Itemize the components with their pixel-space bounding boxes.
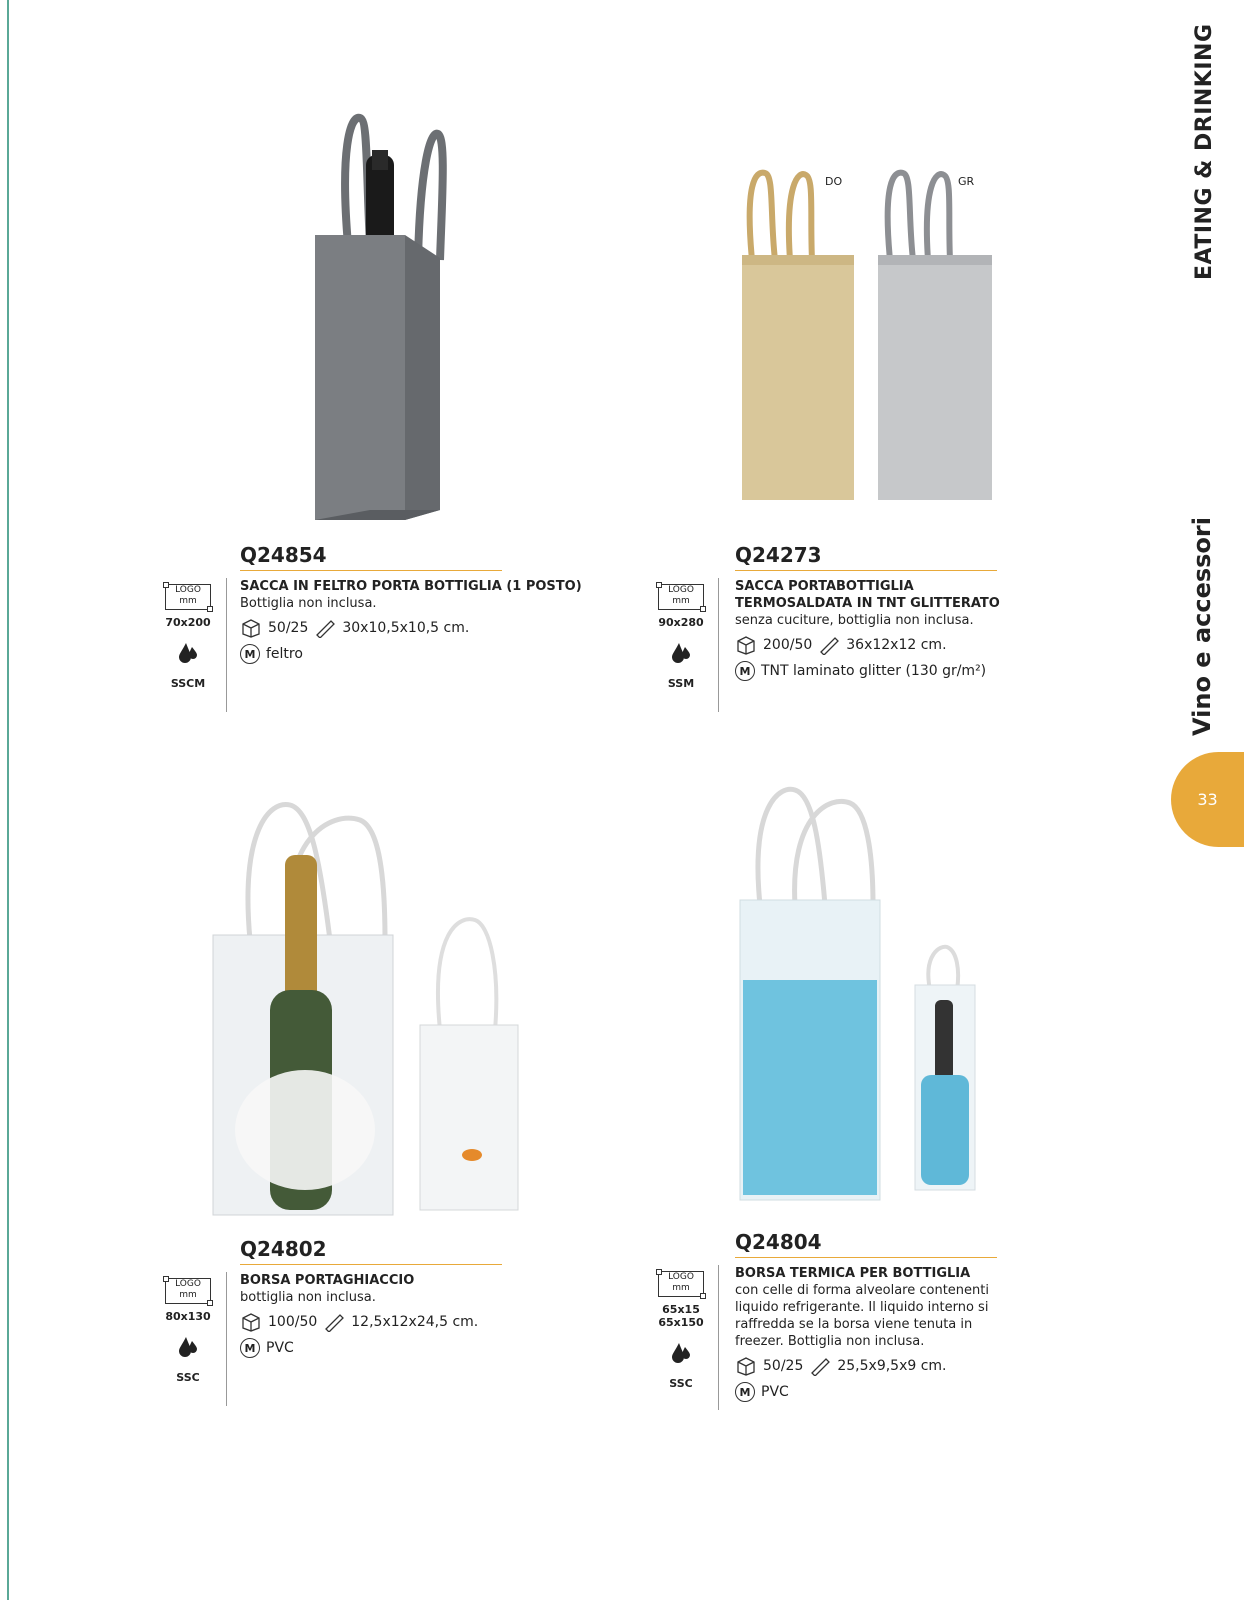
page-number-tab [1171, 752, 1244, 847]
ruler-icon [323, 1312, 345, 1332]
box-icon [240, 1312, 262, 1332]
product-code: Q24273 [735, 543, 822, 567]
product-name: SACCA PORTABOTTIGLIA TERMOSALDATA IN TNT GLITTERATO [735, 579, 1000, 611]
dimensions: 36x12x12 cm. [846, 636, 947, 653]
box-icon [735, 635, 757, 655]
material-row [240, 1338, 610, 1358]
box-icon [735, 1356, 757, 1376]
print-technique: SSC [669, 1377, 693, 1390]
logo-area-icon: LOGO mm [165, 1278, 211, 1304]
pack-row [735, 1356, 1005, 1376]
pack-row [240, 618, 610, 638]
drop-icon [671, 1341, 691, 1363]
pack-qty: 50/25 [763, 1357, 804, 1374]
logo-info [148, 584, 228, 690]
logo-size: 80x130 [165, 1310, 211, 1323]
product-code: Q24854 [240, 543, 327, 567]
glitter-bottle-bags-image [740, 165, 1000, 505]
page-border [7, 0, 9, 1600]
logo-size: 90x280 [658, 616, 704, 629]
ruler-icon [314, 618, 336, 638]
pack-qty: 50/25 [268, 619, 309, 636]
product-name: BORSA PORTAGHIACCIO [240, 1273, 415, 1288]
material: PVC [761, 1383, 789, 1400]
drop-icon [178, 1335, 198, 1357]
logo-info [641, 584, 721, 690]
material-icon: M [240, 644, 260, 664]
section-title: EATING & DRINKING [1192, 23, 1217, 280]
code-underline [240, 570, 502, 571]
ruler-icon [809, 1356, 831, 1376]
print-technique: SSM [667, 677, 695, 690]
material-row [240, 644, 610, 664]
product-description [735, 1265, 1005, 1402]
variant-label: DO [825, 175, 843, 188]
product-desc: senza cuciture, bottiglia non inclusa. [735, 613, 974, 628]
cooling-bag-image [735, 785, 985, 1215]
product-desc: bottiglia non inclusa. [240, 1290, 376, 1305]
dimensions: 30x10,5x10,5 cm. [342, 619, 470, 636]
pack-qty: 100/50 [268, 1313, 318, 1330]
product-description [735, 578, 1015, 681]
product-name: SACCA IN FELTRO PORTA BOTTIGLIA (1 POSTO) [240, 579, 582, 594]
ice-bag-image [210, 800, 520, 1230]
material-row [735, 1382, 1005, 1402]
logo-size: 70x200 [165, 616, 211, 629]
logo-size: 65x150 [658, 1316, 704, 1329]
material-icon: M [240, 1338, 260, 1358]
product-desc: con celle di forma alveolare contenenti liquido refrigerante. Il liquido interno si raffredda se la borsa viene tenuta in freezer. Bottiglia non inclusa. [735, 1283, 989, 1349]
drop-icon [671, 641, 691, 663]
logo-area-icon: LOGO mm [658, 1271, 704, 1297]
print-technique: SSC [176, 1371, 200, 1384]
material: PVC [266, 1339, 294, 1356]
code-underline [735, 1257, 997, 1258]
logo-info [148, 1278, 228, 1384]
logo-area-icon: LOGO mm [658, 584, 704, 610]
product-desc: Bottiglia non inclusa. [240, 596, 377, 611]
category-title: Vino e accessori [1188, 517, 1216, 736]
code-underline [240, 1264, 502, 1265]
print-technique: SSCM [170, 677, 206, 690]
logo-size: 65x15 [662, 1303, 700, 1316]
material-row [735, 661, 1015, 681]
logo-info [641, 1271, 721, 1390]
code-underline [735, 570, 997, 571]
drop-icon [178, 641, 198, 663]
variant-label: GR [958, 175, 975, 188]
pack-row [240, 1312, 610, 1332]
material-icon: M [735, 661, 755, 681]
product-description [240, 1272, 610, 1358]
dimensions: 12,5x12x24,5 cm. [351, 1313, 479, 1330]
page-number: 33 [1197, 790, 1218, 809]
box-icon [240, 618, 262, 638]
pack-qty: 200/50 [763, 636, 813, 653]
material: feltro [266, 645, 303, 662]
ruler-icon [818, 635, 840, 655]
pack-row [735, 635, 1015, 655]
material: TNT laminato glitter (130 gr/m²) [761, 662, 987, 679]
product-code: Q24804 [735, 1230, 822, 1254]
material-icon: M [735, 1382, 755, 1402]
product-code: Q24802 [240, 1237, 327, 1261]
product-description [240, 578, 610, 664]
logo-area-icon: LOGO mm [165, 584, 211, 610]
dimensions: 25,5x9,5x9 cm. [837, 1357, 947, 1374]
felt-bottle-bag-image [310, 110, 450, 530]
product-name: BORSA TERMICA PER BOTTIGLIA [735, 1266, 971, 1281]
